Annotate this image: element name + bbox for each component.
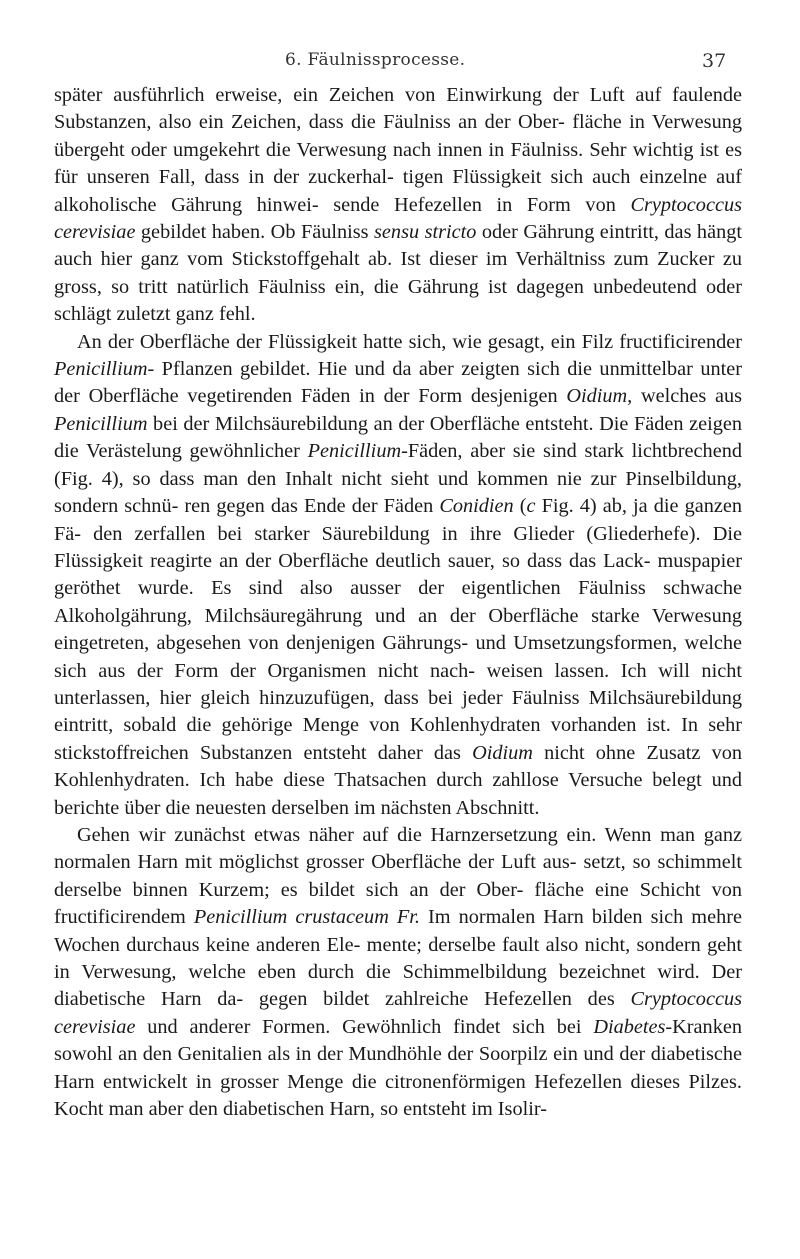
italic-text: c <box>526 495 536 518</box>
italic-text: Penicillium <box>307 440 402 463</box>
text-run: Im normalen Harn bilden sich mehre Wochen durchaus keine anderen Ele- mente; derselbe fault also nicht, sondern geht in Verwesung, welche eben durch die Schimmelbildung bezeichnet wird. Der diabetische Harn da- gegen bildet zahlreiche Hefezellen des <box>54 906 742 1011</box>
italic-text: Oidium <box>472 741 533 764</box>
italic-text: Cryptococcus cerevisiae <box>54 988 742 1038</box>
italic-text: Oidium, <box>566 385 633 408</box>
text-run: später ausführlich erweise, ein Zeichen von Einwirkung der Luft auf faulende Substanzen, also ein Zeichen, dass die Fäulniss an der Ober- fläche in Verwesung übergeht oder umgekehrt die Verwesung nach innen in Fäulniss. Sehr wichtig ist es für unseren Fall, dass in der zuckerhal- tigen Flüssigkeit sich auch einzelne auf alkoholische Gährung hinwei- sende Hefezellen in Form von <box>54 84 742 216</box>
italic-text: Cryptococcus cerevisiae <box>54 193 742 244</box>
text-run: oder Gährung eintritt, das hängt auch hier ganz vom Stickstoffgehalt ab. Ist dieser im Verhältniss zum Zucker zu gross, so tritt natürlich Fäulniss ein, die Gährung ist dagegen unbedeutend oder schlägt zuletzt ganz fehl. <box>54 221 742 326</box>
text-run: Gehen wir zunächst etwas näher auf die Harnzersetzung ein. Wenn man ganz normalen Harn mit möglichst grosser Oberfläche der Luft aus- setzt, so schimmelt derselbe binnen Kurzem; es bildet sich an der Ober- fläche eine Schicht von fructificirendem <box>54 823 742 929</box>
paragraph <box>54 822 742 1123</box>
italic-text: Penicillium crustaceum Fr. <box>193 906 420 929</box>
italic-text: Conidien <box>439 495 514 518</box>
text-run: Fig. 4) ab, ja die ganzen Fä- den zerfallen bei starker Säurebildung in ihre Glieder (Gliederhefe). Die Flüssigkeit reagirte an der Oberfläche deutlich sauer, so dass das Lack- muspapier geröthet wurde. Es sind also ausser der eigentlichen Fäulniss schwache Alkoholgährung, Milchsäuregährung und an der Oberfläche starke Verwesung eingetreten, abgesehen von denjenigen Gährungs- und Umsetzungsformen, welche sich aus der Form der Organismen nicht nach- weisen lassen. Ich will nicht unterlassen, hier gleich hinzuzufügen, dass bei jeder Fäulniss Milchsäurebildung eintritt, sobald die gehörige Menge von Kohlenhydraten vorhanden ist. In sehr stickstoffreichen Substanzen entsteht daher das <box>54 495 743 764</box>
text-run: gebildet haben. Ob Fäulniss <box>135 221 375 244</box>
text-run: - Pflanzen gebildet. Hie und da aber zeigten sich die unmittelbar unter der Oberfläche vegetirenden Fäden in der Form desjenigen <box>54 358 742 408</box>
page-number: 37 <box>702 50 727 72</box>
italic-text: sensu stricto <box>374 221 477 244</box>
italic-text: Diabetes <box>593 1015 666 1038</box>
text-run: -Fäden, aber sie sind stark lichtbrechend (Fig. 4), so dass man den Inhalt nicht sieht und kommen nie zur Pinselbildung, sondern schnü- ren gegen das Ende der Fäden <box>54 440 742 518</box>
paragraph <box>54 82 742 329</box>
text-run: welches aus <box>632 385 743 408</box>
text-run: ( <box>513 495 527 518</box>
text-run: -Kranken sowohl an den Genitalien als in der Mundhöhle der Soorpilz ein und der diabetische Harn entwickelt in grosser Menge die citronenförmigen Hefezellen dieses Pilzes. Kocht man aber den diabetischen Harn, so entsteht im Isolir- <box>54 1015 742 1121</box>
paragraph <box>54 329 742 822</box>
italic-text: Penicillium <box>54 412 148 435</box>
italic-text: Penicillium <box>54 358 148 381</box>
body-text <box>54 82 742 1123</box>
page-header <box>0 50 800 80</box>
text-run: bei der Milchsäurebildung an der Oberfläche entsteht. Die Fäden zeigen die Verästelung gewöhnlicher <box>54 412 742 463</box>
text-run: und anderer Formen. Gewöhnlich findet sich bei <box>135 1015 594 1038</box>
text-run: An der Oberfläche der Flüssigkeit hatte sich, wie gesagt, ein Filz fructificirender <box>77 330 742 353</box>
text-run: nicht ohne Zusatz von Kohlenhydraten. Ich habe diese Thatsachen durch zahllose Versuche belegt und berichte über die neuesten derselben im nächsten Abschnitt. <box>54 741 743 819</box>
running-title: 6. Fäulnissprocesse. <box>285 50 466 70</box>
